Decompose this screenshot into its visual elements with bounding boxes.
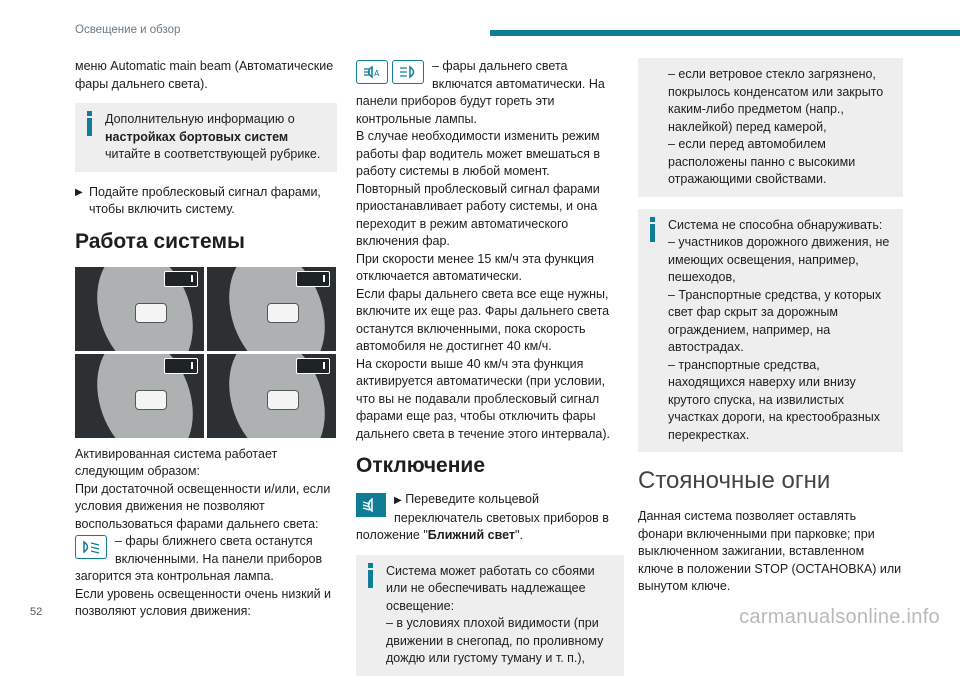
info-text-post: читайте в соответствующей рубрике. [105,147,321,161]
p-conditions: При достаточной освещенности и/или, если условия движения не позволяют воспользоваться фарами дальнего света: [75,481,331,531]
low-beam-auto-icon [356,60,388,84]
p-repeat: Повторный проблесковый сигнал фарами приостанавливает работу системы, и она переходит в режим автоматического включения фар. [356,181,600,248]
info-icon [650,217,655,242]
p-below15: При скорости менее 15 км/ч эта функция отключается автоматически. [356,251,595,283]
intro-text: меню Automatic main beam (Автоматические фары дальнего света). [75,59,334,91]
p-above40: На скорости выше 40 км/ч эта функция активируется автоматически (при условии, что вы не подавали проблесковый сигнал фарами еще раз, чтобы отключить фары дальнего света в течение этого интервала). [356,356,610,441]
illustration-night-road-2 [207,267,336,351]
item-reflect: – если перед автомобилем расположены панно с высокими отражающими свойствами. [668,137,856,186]
low-beam-auto-icon [75,535,107,559]
info2-item: – в условиях плохой видимости (при движении в снегопад, по проливному дождю или густому туману и т. п.), [386,616,604,665]
step-flash-headlights [75,184,337,219]
info-icon [368,563,373,588]
column-2 [356,58,624,688]
illustration-grid [75,267,337,438]
info-box-settings [75,103,337,172]
arrow-right-icon: ▶ [75,186,83,198]
info-text-pre: Дополнительную информацию о [105,112,295,126]
info-box-continued [638,58,903,197]
info3-b: – Транспортные средства, у которых свет фар скрыт за дорожным ограждением, например, на автострадах. [668,287,882,354]
p-change: В случае необходимости изменить режим работы фар водитель может вмешаться в работу системы в любой момент. [356,129,601,178]
arrow-right-icon: ▶ [394,495,402,506]
watermark: carmanualsonline.info [739,606,940,628]
heading-system-operation: Работа системы [75,229,245,253]
info3-title: Система не способна обнаруживать: [668,217,883,232]
column-3 [638,58,903,596]
info-box-limitations [356,555,624,676]
low-beam-icon [356,493,386,517]
warning-lamps [356,60,424,84]
p-still: Если фары дальнего света все еще нужны, включите их еще раз. Фары дальнего света останутся включенными, пока скорость автомобиля не достигнет 40 км/ч. [356,286,610,353]
p-dark: Если уровень освещенности очень низкий и позволяют условия движения: [75,586,332,618]
info3-a: – участников дорожного движения, не имеющих освещения, например, пешеходов, [668,235,890,284]
heading-parking-lights: Стояночные огни [638,467,831,494]
info3-c: – транспортные средства, находящихся наверху или внизу крутого спуска, на извилистых участках дороги, на крестообразных перекрестках. [668,357,880,442]
p-low-on: – фары ближнего света останутся включенными. На панели приборов загорится эта контрольная лампа. [75,534,323,583]
page-number: 52 [30,606,43,618]
high-beam-icon [392,60,424,84]
step-off-pre: Переведите кольцевой переключатель световых приборов в положение " [356,492,609,542]
column-1 [75,58,337,621]
svg-text:A: A [374,69,380,78]
p-high-on: – фары дальнего света включатся автоматически. На панели приборов будут гореть эти контрольные лампы. [356,59,605,126]
info2-text: Система может работать со сбоями или не обеспечивать надлежащее освещение: [386,563,595,613]
info-icon [87,111,92,136]
step-switch-low-beam [356,491,624,545]
item-windshield: – если ветровое стекло загрязнено, покрылось конденсатом или закрыто каким-либо предметом (напр., наклейкой) перед камерой, [668,67,884,134]
illustration-night-road-1 [75,267,204,351]
heading-disable: Отключение [356,454,486,477]
step-off-post: ". [515,528,523,542]
p-parking: Данная система позволяет оставлять фонари включенными при парковке; при выключенном зажигании, вставленном ключе в положении STOP (ОСТАНОВКА) или вынутом ключе. [638,509,902,593]
page-header-title: Освещение и обзор [75,24,181,36]
step-text: Подайте проблесковый сигнал фарами, чтобы включить систему. [89,184,321,216]
info-box-detection [638,209,903,453]
high-beam-block [356,58,624,128]
header-accent-bar [490,30,960,36]
low-beam-block [75,533,337,586]
info-text-bold: настройках бортовых систем [105,129,289,144]
p-active: Активированная система работает следующим образом: [75,446,278,478]
illustration-night-road-3 [75,354,204,438]
step-off-bold: Ближний свет [427,528,516,542]
illustration-night-road-4 [207,354,336,438]
